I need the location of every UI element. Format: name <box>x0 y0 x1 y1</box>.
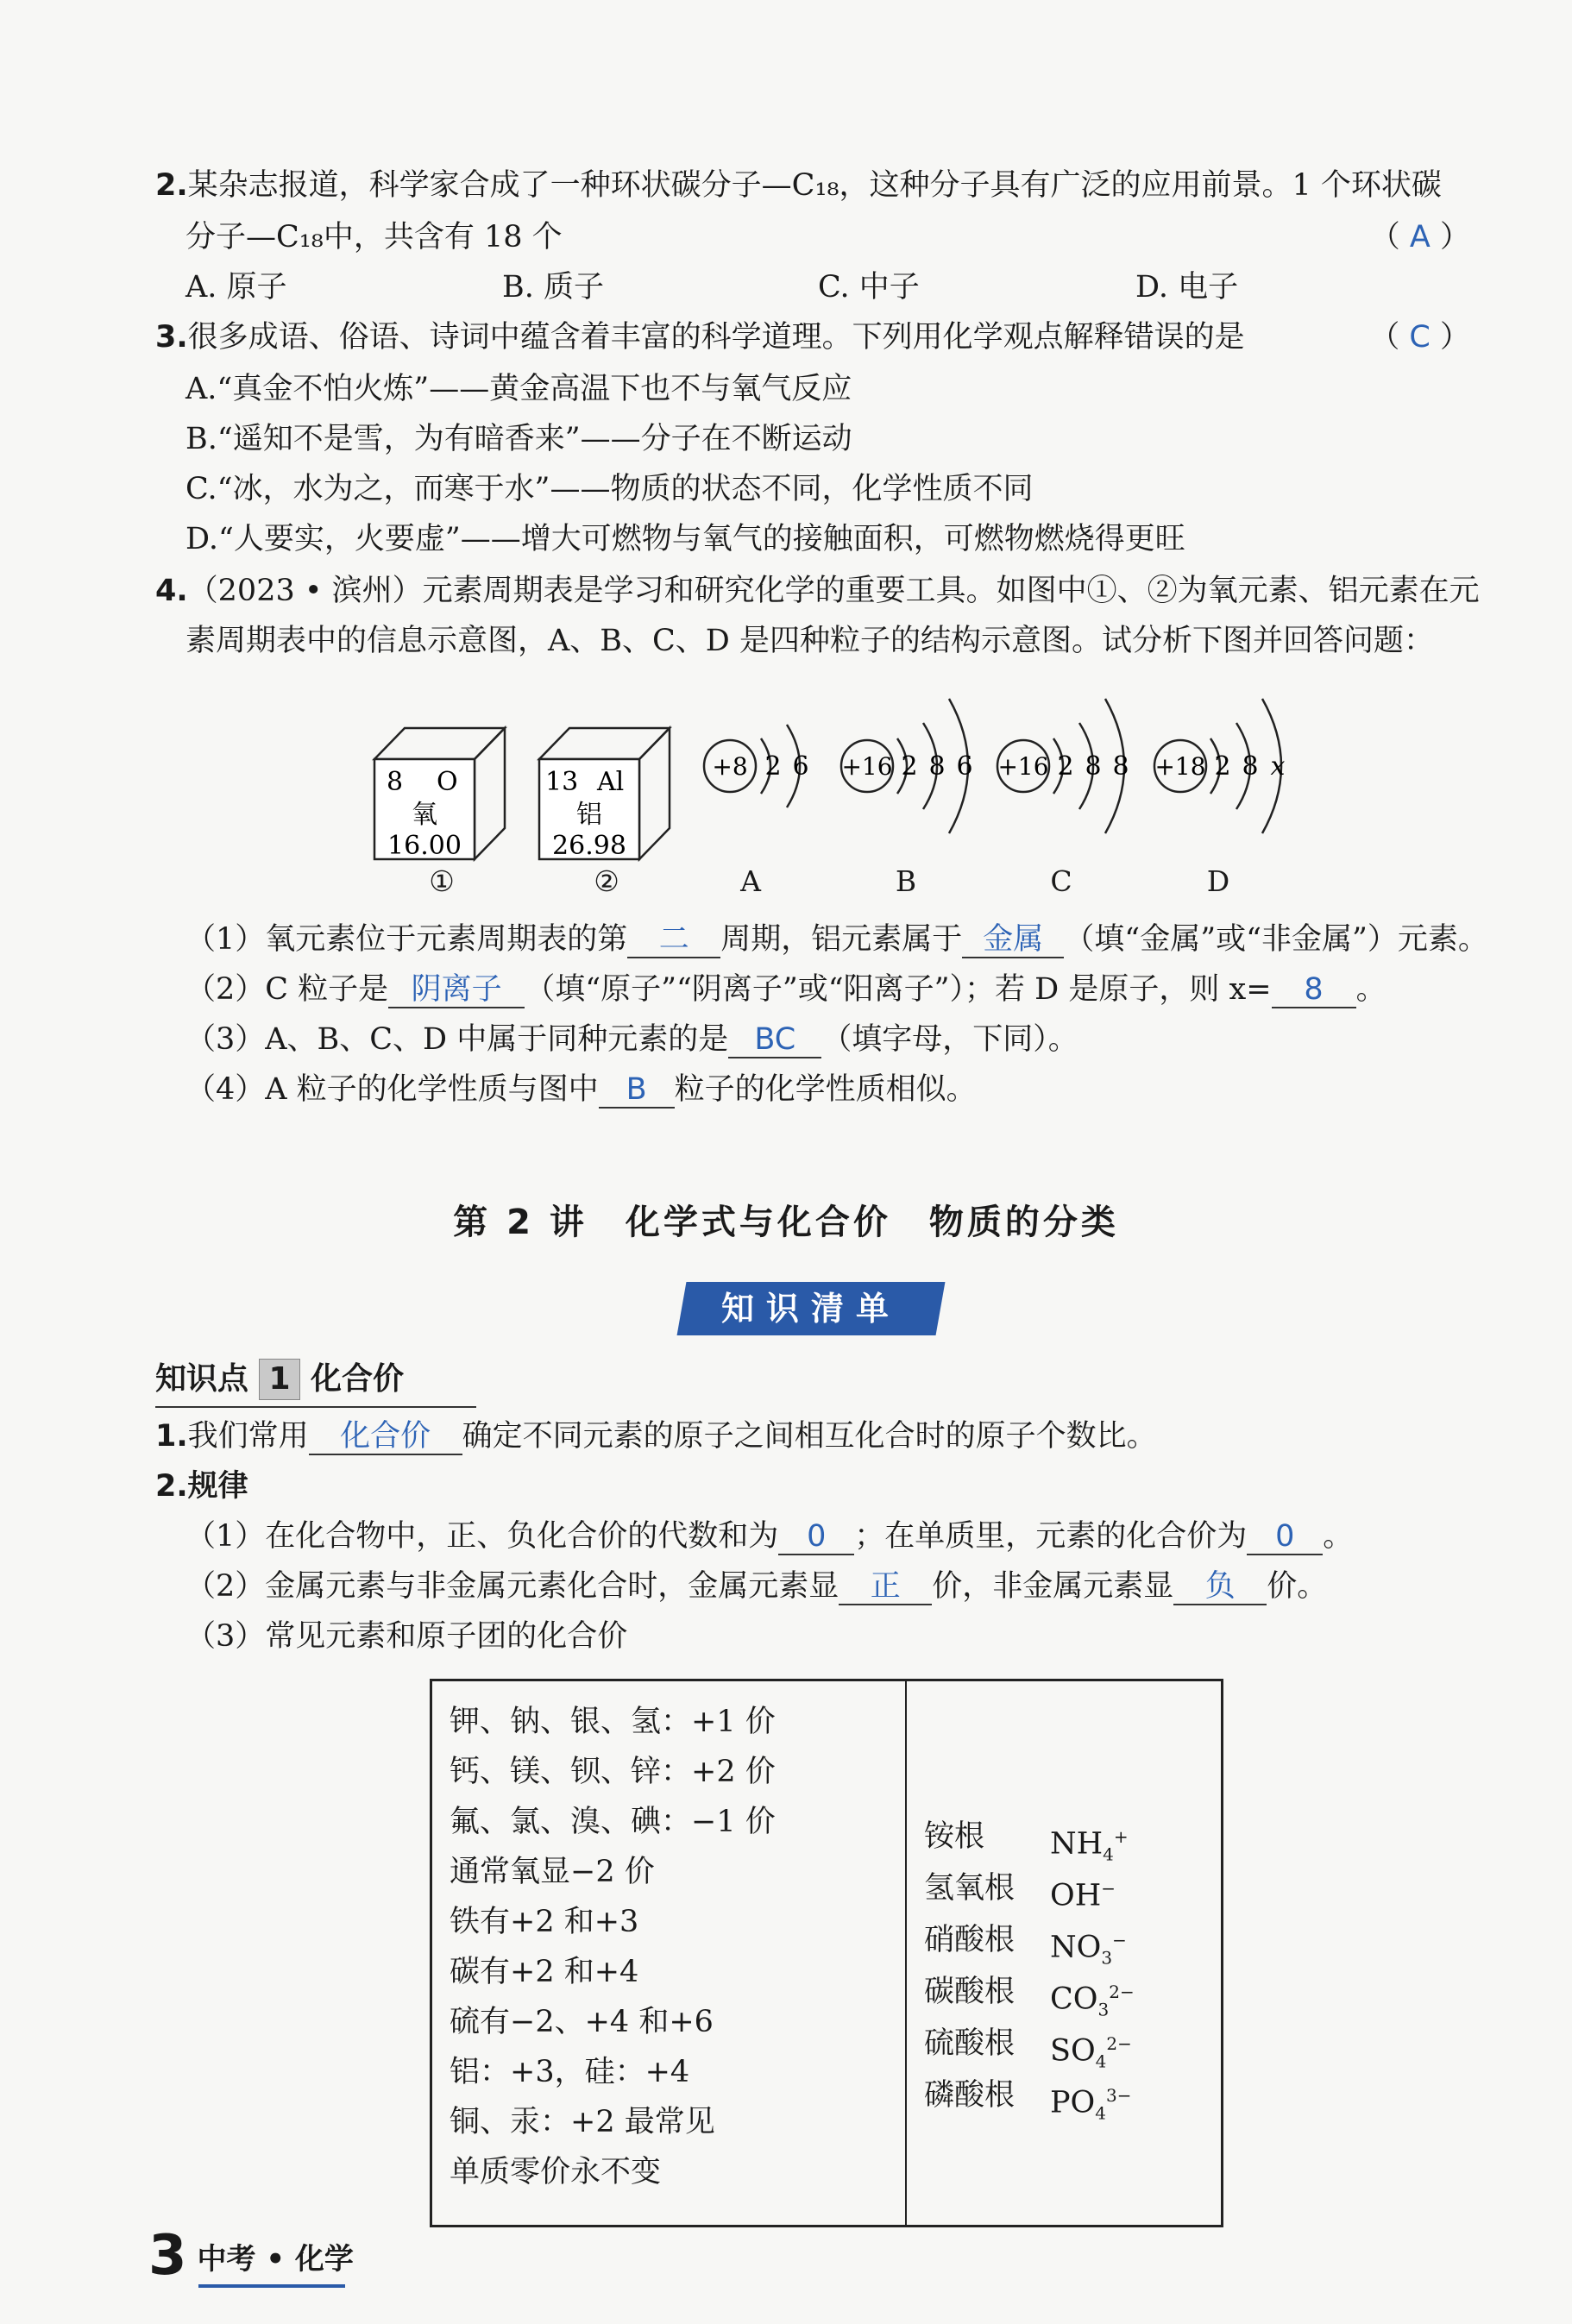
kp-prefix: 知识点 <box>155 1361 249 1397</box>
radical-row-nitrate <box>924 1914 1209 1969</box>
k1-blank: 化合价 <box>309 1419 462 1455</box>
q4-sub1-text-c: 周期，铝元素属于 <box>720 922 963 957</box>
radical-base-1: NH <box>1050 1826 1104 1862</box>
radical-name-3: 硝酸根 <box>924 1923 1016 1957</box>
kp-underline <box>155 1406 476 1408</box>
radical-sub-6: 4 <box>1095 2102 1106 2124</box>
valence-left-1: 钾、钠、银、氢：+1 价 <box>450 1705 776 1739</box>
q3-stem-text: 很多成语、俗语、诗词中蕴含着丰富的科学道理。下列用化学观点解释错误的是 <box>187 320 1245 355</box>
oxygen-number: 8 <box>387 767 404 797</box>
q2-number: 2. <box>155 168 188 203</box>
k2-r1-text-a: （1）在化合物中，正、负化合价的代数和为 <box>185 1519 779 1554</box>
k1-text-c: 确定不同元素的原子之间相互化合时的原子个数比。 <box>462 1419 1157 1454</box>
valence-table <box>430 1679 1223 2227</box>
k2-r1-blank-2: 0 <box>1247 1519 1323 1555</box>
q4-sub3-blank-1: BC <box>728 1022 821 1058</box>
q2-line2: 分子—C₁₈中，共含有 18 个 <box>185 220 563 254</box>
kp-title: 化合价 <box>311 1361 405 1397</box>
q4-sub2-text-d: 。 <box>1355 972 1387 1007</box>
q4-sub1-blank-2: 金属 <box>962 922 1064 958</box>
q2-answer-paren: （ A ） <box>1369 220 1470 254</box>
radical-name-5: 硫酸根 <box>924 2026 1016 2061</box>
radical-row-sulfate <box>924 2018 1209 2070</box>
footer-underline <box>198 2284 345 2288</box>
particle-label-c: C <box>1050 864 1072 898</box>
q3-option-b: B.“遥知不是雪，为有暗香来”——分子在不断运动 <box>185 422 852 456</box>
radical-sup-3: − <box>1112 1930 1127 1950</box>
aluminium-mass: 26.98 <box>552 831 626 861</box>
particle-a <box>704 725 809 807</box>
knowledge-point-heading <box>155 1356 404 1403</box>
valence-table-divider <box>905 1681 907 2225</box>
q3-stem <box>155 316 1245 359</box>
k2-rule3: （3）常见元素和原子团的化合价 <box>185 1619 628 1654</box>
radical-formula-2 <box>1050 1862 1116 1922</box>
valence-left-10: 单质零价永不变 <box>450 2155 662 2189</box>
radical-base-3: NO <box>1050 1930 1102 1965</box>
radical-sup-2: − <box>1101 1878 1116 1899</box>
radical-row-hydroxide <box>924 1862 1209 1914</box>
k2-r2-blank-2: 负 <box>1173 1569 1267 1605</box>
valence-left-5: 铁有+2 和+3 <box>450 1905 639 1939</box>
radical-sup-5: 2− <box>1106 2033 1132 2054</box>
q4-sub2-text-c: （填“原子”“阴离子”或“阳离子”）；若 D 是原子，则 x= <box>525 972 1272 1007</box>
radical-sub-1: 4 <box>1103 1843 1114 1865</box>
element-cell-oxygen <box>374 728 505 861</box>
q2-text-1: 某杂志报道，科学家合成了一种环状碳分子—C₁₈，这种分子具有广泛的应用前景。1 个环状碳 <box>187 168 1442 203</box>
q3-answer-paren: （ C ） <box>1369 320 1470 355</box>
q4-sub2-text-a: （2）C 粒子是 <box>185 972 389 1007</box>
radical-sub-3: 3 <box>1101 1947 1113 1969</box>
aluminium-symbol: Al <box>597 767 625 797</box>
q4-sub1-text-d: （填“金属”或“非金属”）元素。 <box>1064 922 1488 957</box>
page-footer <box>148 2224 354 2288</box>
q4-sub4-text-c: 粒子的化学性质相似。 <box>674 1072 977 1107</box>
q4-sub2 <box>185 968 1387 1011</box>
particle-c-shell-2: 8 <box>1085 751 1102 782</box>
radical-name-6: 磷酸根 <box>924 2078 1016 2113</box>
q2-option-d: D. 电子 <box>1135 270 1239 305</box>
knowledge-list-banner <box>677 1282 946 1335</box>
q4-line2: 素周期表中的信息示意图，A、B、C、D 是四种粒子的结构示意图。试分析下图并回答问题： <box>185 624 1434 658</box>
section-title: 第 2 讲 化学式与化合价 物质的分类 <box>453 1203 1119 1242</box>
particle-d <box>1154 699 1286 833</box>
aluminium-number: 13 <box>545 767 579 797</box>
k2-heading <box>155 1465 248 1508</box>
k2-r2-text-a: （2）金属元素与非金属元素化合时，金属元素显 <box>185 1569 839 1604</box>
k1-number: 1. <box>155 1419 188 1454</box>
radical-row-carbonate <box>924 1966 1209 2018</box>
q2-answer: A <box>1409 220 1431 254</box>
particle-d-shell-1: 2 <box>1214 751 1231 782</box>
radical-name-1: 铵根 <box>924 1819 985 1854</box>
oxygen-name: 氧 <box>412 800 437 830</box>
particle-structure-figure <box>690 681 1311 871</box>
particle-d-shell-3: x <box>1270 751 1286 782</box>
particle-label-a: A <box>740 864 761 898</box>
radical-sup-6: 3− <box>1105 2085 1132 2106</box>
q3-option-a: A.“真金不怕火炼”——黄金高温下也不与氧气反应 <box>185 372 852 406</box>
particle-b-shell-1: 2 <box>901 751 918 782</box>
q4-sub4 <box>185 1068 977 1111</box>
q4-sub4-text-a: （4）A 粒子的化学性质与图中 <box>185 1072 599 1107</box>
oxygen-symbol: O <box>437 767 458 797</box>
radical-base-2: OH <box>1050 1878 1102 1913</box>
particle-c-shell-3: 8 <box>1112 751 1129 782</box>
q4-sub4-blank-1: B <box>599 1072 675 1109</box>
particle-c-shell-1: 2 <box>1057 751 1074 782</box>
cell-label-2: ② <box>594 864 619 898</box>
k2-rule1 <box>185 1515 1353 1558</box>
particle-b-shell-3: 6 <box>956 751 973 782</box>
q2-line1 <box>155 164 1442 207</box>
particle-c <box>997 699 1129 833</box>
q3-option-c: C.“冰，水为之，而寒于水”——物质的状态不同，化学性质不同 <box>185 472 1034 506</box>
k2-r1-text-d: 。 <box>1323 1519 1354 1554</box>
q3-number: 3. <box>155 320 188 355</box>
valence-left-2: 钙、镁、钡、锌：+2 价 <box>450 1755 776 1789</box>
q4-sub3 <box>185 1018 1078 1061</box>
k1-text-a: 我们常用 <box>187 1419 309 1454</box>
particle-label-b: B <box>895 864 917 898</box>
particle-b-shell-2: 8 <box>928 751 946 782</box>
element-cell-aluminium <box>539 728 670 861</box>
k2-rule2 <box>185 1565 1327 1608</box>
particle-d-nucleus: +18 <box>1154 752 1206 781</box>
radical-formula-6 <box>1050 2070 1131 2139</box>
banner-text: 知识清单 <box>720 1290 901 1328</box>
particle-d-shell-2: 8 <box>1242 751 1259 782</box>
q2-option-a: A. 原子 <box>185 270 287 305</box>
q4-number: 4. <box>155 574 188 608</box>
q2-option-c: C. 中子 <box>818 270 920 305</box>
radical-base-4: CO <box>1050 1982 1098 2017</box>
radical-name-2: 氢氧根 <box>924 1871 1016 1906</box>
q4-text-1: （2023 • 滨州）元素周期表是学习和研究化学的重要工具。如图中①、②为氧元素、铝元素在元 <box>187 574 1480 608</box>
valence-left-9: 铜、汞：+2 最常见 <box>450 2105 715 2139</box>
particle-label-d: D <box>1206 864 1230 898</box>
particle-a-shell-2: 6 <box>792 751 809 782</box>
q2-option-b: B. 质子 <box>502 270 604 305</box>
footer-subject: 中考 • 化学 <box>197 2241 354 2277</box>
radical-sub-5: 4 <box>1095 2051 1107 2072</box>
q3-answer: C <box>1409 320 1431 355</box>
valence-left-7: 硫有−2、+4 和+6 <box>450 2005 714 2039</box>
valence-left-8: 铝：+3，硅：+4 <box>450 2055 690 2089</box>
particle-a-shell-1: 2 <box>764 751 782 782</box>
radical-sup-1: + <box>1113 1826 1129 1847</box>
particle-c-nucleus: +16 <box>997 752 1049 781</box>
valence-left-6: 碳有+2 和+4 <box>450 1955 639 1989</box>
k2-r2-text-d: 价。 <box>1267 1569 1328 1604</box>
q4-sub1-blank-1: 二 <box>627 922 720 958</box>
k2-title: 规律 <box>187 1469 248 1504</box>
particle-b <box>841 699 973 833</box>
k2-r2-text-c: 价，非金属元素显 <box>932 1569 1174 1604</box>
particle-a-nucleus: +8 <box>712 752 748 781</box>
q3-option-d: D.“人要实，火要虚”——增大可燃物与氧气的接触面积，可燃物燃烧得更旺 <box>185 522 1185 556</box>
q4-sub1 <box>185 918 1488 961</box>
radical-sup-4: 2− <box>1109 1982 1135 2002</box>
k2-r2-blank-1: 正 <box>839 1569 932 1605</box>
kp-number: 1 <box>259 1359 300 1400</box>
k2-number: 2. <box>155 1469 188 1504</box>
q4-sub3-text-c: （填字母，下同）。 <box>821 1022 1078 1057</box>
q4-sub1-text-a: （1）氧元素位于元素周期表的第 <box>185 922 628 957</box>
particle-b-nucleus: +16 <box>841 752 893 781</box>
oxygen-mass: 16.00 <box>387 831 462 861</box>
q4-sub2-blank-2: 8 <box>1272 972 1356 1008</box>
aluminium-name: 铝 <box>576 800 602 830</box>
radical-base-5: SO <box>1050 2033 1096 2069</box>
q4-line1 <box>155 569 1480 612</box>
periodic-cells-figure <box>362 716 690 871</box>
q4-sub2-blank-1: 阴离子 <box>388 972 525 1008</box>
k2-r1-text-c: ；在单质里，元素的化合价为 <box>854 1519 1248 1554</box>
radical-base-6: PO <box>1050 2085 1096 2120</box>
radical-name-4: 碳酸根 <box>924 1975 1016 2009</box>
valence-left-3: 氟、氯、溴、碘：−1 价 <box>450 1805 776 1839</box>
k2-r1-blank-1: 0 <box>778 1519 854 1555</box>
radical-row-phosphate <box>924 2070 1209 2124</box>
q4-sub3-text-a: （3）A、B、C、D 中属于同种元素的是 <box>185 1022 729 1057</box>
radical-sub-4: 3 <box>1097 1999 1110 2020</box>
cell-label-1: ① <box>429 864 455 898</box>
valence-left-4: 通常氧显−2 价 <box>450 1855 655 1889</box>
page-number: 3 <box>148 2224 187 2288</box>
k1-line <box>155 1415 1157 1458</box>
radical-row-ammonium <box>924 1811 1209 1865</box>
